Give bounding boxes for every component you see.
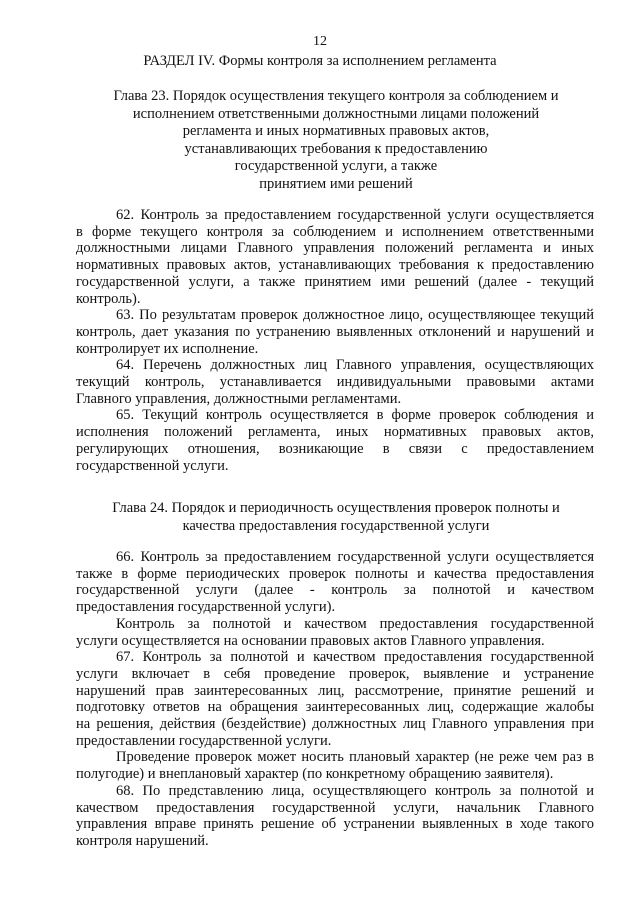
chapter-23-title-line: устанавливающих требования к предоставлению	[184, 140, 488, 157]
paragraph-67-continued	[76, 749, 594, 782]
text-line: управления вправе принять решение об устранении выявленных в ходе такого	[76, 816, 594, 833]
text-line: в форме текущего контроля за соблюдением и исполнением ответственными	[76, 223, 594, 240]
chapter-23-title-line: исполнением ответственными должностными лицами положений	[132, 105, 540, 122]
text-line: предоставления государственной услуги).	[76, 599, 336, 616]
chapter-24-body	[76, 549, 594, 850]
text-line: полугодие) и внеплановый характер (по конкретному обращению заявителя).	[76, 766, 554, 783]
text-line: 68. По представлению лица, осуществляющего контроль за полнотой и	[116, 782, 594, 799]
chapter-23-title-line: государственной услуги, а также	[234, 158, 438, 174]
chapter-23-title-line: регламента и иных нормативных правовых актов,	[182, 123, 490, 139]
text-line: 62. Контроль за предоставлением государственной услуги осуществляется	[116, 207, 594, 223]
text-line: на решения, действия (бездействие) должностных лиц Главного управления при	[76, 716, 594, 733]
paragraph-66-continued	[76, 616, 594, 649]
paragraph-62	[76, 207, 594, 307]
text-line: Контроль за полнотой и качеством предоставления государственной	[116, 615, 594, 632]
text-line: 63. По результатам проверок должностное лицо, осуществляющее текущий	[116, 307, 594, 324]
paragraph-67	[76, 649, 594, 749]
text-line: 66. Контроль за предоставлением государственной услуги осуществляется	[116, 549, 594, 565]
text-line: качеством предоставления государственной услуги, начальник Главного	[76, 799, 594, 816]
text-line: контроля нарушений.	[76, 832, 209, 849]
text-line: текущий контроль, устанавливается индивидуальными правовыми актами	[76, 374, 594, 391]
chapter-24-title	[80, 500, 592, 535]
text-line: предоставлении государственной услуги.	[76, 732, 332, 749]
text-line: регулирующих отношения, возникающие в связи с предоставлением	[76, 440, 594, 457]
chapter-23-title-line: Глава 23. Порядок осуществления текущего контроля за соблюдением и	[113, 88, 559, 104]
text-line: 67. Контроль за полнотой и качеством предоставления государственной	[116, 649, 594, 666]
text-line: нарушений прав заинтересованных лиц, рассмотрение, принятие решений и	[76, 682, 594, 699]
text-line: контроль, дает указания по устранению выявленных отклонений и нарушений и	[76, 323, 594, 340]
chapter-24-title-line: Глава 24. Порядок и периодичность осуществления проверок полноты и	[112, 500, 560, 516]
chapter-24-title-line: качества предоставления государственной услуги	[182, 517, 490, 534]
section-title: РАЗДЕЛ IV. Формы контроля за исполнением регламента	[143, 53, 497, 69]
text-line: нормативных правовых актов, устанавливающих требования к предоставлению	[76, 257, 594, 274]
text-line: 65. Текущий контроль осуществляется в форме проверок соблюдения и	[116, 407, 594, 424]
text-line: государственной услуги.	[76, 457, 229, 474]
paragraph-68	[76, 783, 594, 850]
paragraph-66	[76, 549, 594, 616]
text-line: исполнения положений регламента, иных нормативных правовых актов,	[76, 424, 594, 441]
text-line: подготовку ответов на обращения заинтересованных лиц, содержащие жалобы	[76, 699, 594, 716]
paragraph-64	[76, 357, 594, 407]
text-line: 64. Перечень должностных лиц Главного управления, осуществляющих	[116, 357, 594, 374]
chapter-23-body	[76, 207, 594, 474]
text-line: также в форме периодических проверок полноты и качества предоставления	[76, 565, 594, 582]
text-line: услуги осуществляется на основании правовых актов Главного управления.	[76, 632, 545, 649]
paragraph-65	[76, 407, 594, 474]
text-line: государственной услуги (далее - контроль за полнотой и качеством	[76, 582, 594, 599]
text-line: Проведение проверок может носить плановый характер (не реже чем раз в	[116, 749, 594, 766]
page-number: 12	[313, 34, 327, 49]
chapter-23-title-line: принятием ими решений	[259, 175, 413, 192]
chapter-23-title	[80, 88, 592, 193]
text-line: государственной услуги, а также принятием ими решений (далее - текущий	[76, 273, 594, 290]
paragraph-63	[76, 307, 594, 357]
text-line: контроль).	[76, 290, 141, 307]
text-line: контролирует их исполнение.	[76, 340, 259, 357]
text-line: Главного управления, должностными регламентами.	[76, 390, 402, 407]
text-line: услуги включает в себя проведение проверок, выявление и устранение	[76, 665, 594, 682]
text-line: должностными лицами Главного управления положений регламента и иных	[76, 240, 594, 257]
